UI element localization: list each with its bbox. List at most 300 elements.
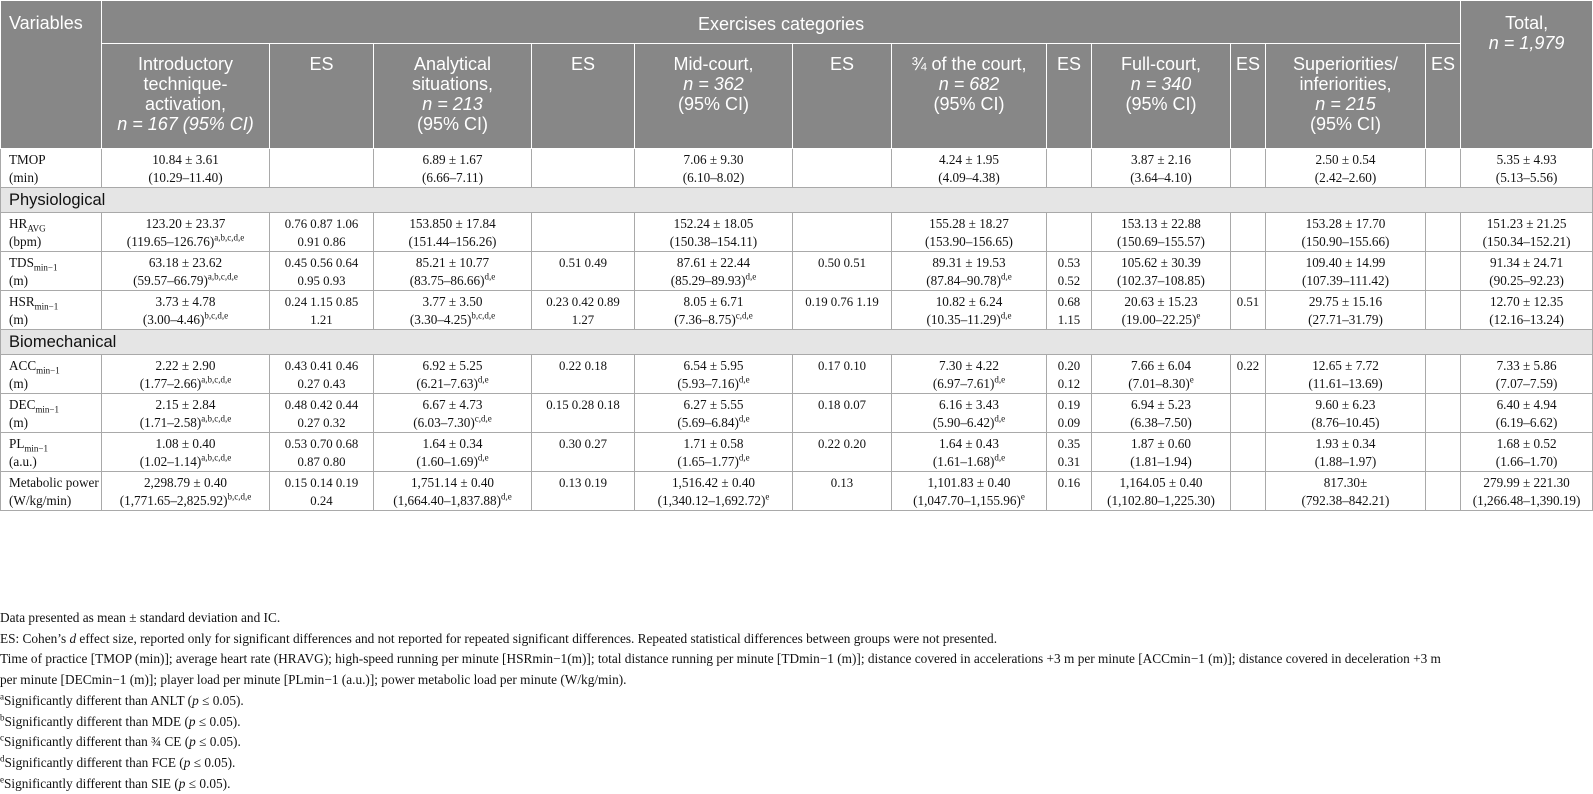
ci-line <box>1268 272 1423 290</box>
es-cell: 0.22 0.18 <box>532 355 635 394</box>
row-label <box>1 291 102 330</box>
ci-line <box>1094 414 1228 432</box>
ci-line <box>376 375 529 393</box>
es-header: ES <box>1047 44 1092 149</box>
category-name: Superiorities/ inferiorities, <box>1292 54 1399 94</box>
ci-line <box>376 272 529 290</box>
es-cell <box>1231 472 1266 511</box>
ci-line <box>376 453 529 471</box>
value-cell <box>1266 433 1426 472</box>
significance-note <box>0 691 1562 712</box>
label-subscript: min−1 <box>24 443 48 454</box>
ci-line <box>1094 311 1228 329</box>
mean-sd: 7.06 ± 9.30 <box>683 152 744 167</box>
row-label <box>1 252 102 291</box>
significance-marks: a,b,c,d,e <box>207 271 238 282</box>
row-unit: (m) <box>9 415 29 430</box>
ci-line <box>1268 453 1423 471</box>
row-label-name <box>9 293 99 311</box>
mean-sd: 63.18 ± 23.62 <box>148 255 223 270</box>
table-row-dec <box>1 394 1593 433</box>
es-cell: 0.30 0.27 <box>532 433 635 472</box>
mean-sd: 6.16 ± 3.43 <box>939 397 999 412</box>
mean-sd: 1.64 ± 0.34 <box>422 436 483 451</box>
mean-sd: 1.93 ± 0.34 <box>1315 436 1376 451</box>
significance-marks: b,c,d,e <box>204 310 229 321</box>
significance-marks: d,e <box>477 374 489 385</box>
table-row-pl <box>1 433 1593 472</box>
ci-value: (59.57–66.79) <box>133 273 208 288</box>
es-cell: 0.22 <box>1231 355 1266 394</box>
es-cell: 0.13 <box>793 472 892 511</box>
ci-line <box>637 414 790 432</box>
mean-sd: 6.54 ± 5.95 <box>683 358 744 373</box>
es-cell: 0.19 0.76 1.19 <box>793 291 892 330</box>
mean-sd: 155.28 ± 18.27 <box>929 216 1009 231</box>
mean-sd: 109.40 ± 14.99 <box>1305 255 1386 270</box>
value-cell <box>1461 149 1593 188</box>
significance-note <box>0 753 1562 774</box>
label-text: HR <box>9 216 28 231</box>
es-cell: 0.51 0.49 <box>532 252 635 291</box>
ci-value: (150.34–152.21) <box>1482 234 1571 249</box>
value-cell <box>892 252 1047 291</box>
value-cell <box>635 291 793 330</box>
total-label: Total, <box>1505 13 1549 33</box>
significance-marks: d,e <box>994 413 1006 424</box>
value-cell <box>1092 472 1231 511</box>
row-label <box>1 394 102 433</box>
es-header: ES <box>793 44 892 149</box>
es-cell: 0.22 0.20 <box>793 433 892 472</box>
note-mark: c <box>0 732 4 743</box>
ci-value: (3.64–4.10) <box>1130 170 1192 185</box>
ci-value: (1,771.65–2,825.92) <box>119 493 228 508</box>
ci-value: (7.36–8.75) <box>674 312 736 327</box>
category-ci: (95% CI) <box>416 114 488 134</box>
ci-value: (11.61–13.69) <box>1308 376 1383 391</box>
es-cell <box>1426 394 1461 433</box>
mean-sd: 151.23 ± 21.25 <box>1486 216 1567 231</box>
significance-marks: b,c,d,e <box>227 491 252 502</box>
row-unit: (min) <box>9 170 39 185</box>
row-unit: (m) <box>9 312 29 327</box>
value-cell <box>374 149 532 188</box>
es-cell: 0.68 1.15 <box>1047 291 1092 330</box>
mean-sd: 6.89 ± 1.67 <box>422 152 483 167</box>
mean-sd: 2.22 ± 2.90 <box>155 358 216 373</box>
ci-value: (6.03–7.30) <box>413 415 475 430</box>
es-cell <box>1231 433 1266 472</box>
mean-sd: 6.40 ± 4.94 <box>1496 397 1557 412</box>
note-p: p <box>183 754 191 770</box>
table-row-hr <box>1 213 1593 252</box>
label-text: HSR <box>9 294 35 309</box>
ci-line <box>637 233 790 251</box>
note-p: p <box>192 692 199 708</box>
ci-line <box>894 375 1044 393</box>
value-cell <box>635 394 793 433</box>
ci-value: (5.69–6.84) <box>677 415 739 430</box>
mean-sd: 10.82 ± 6.24 <box>935 294 1003 309</box>
ci-value: (1.66–1.70) <box>1495 454 1558 469</box>
significance-marks: a,b,c,d,e <box>201 452 232 463</box>
ci-line <box>1463 453 1590 471</box>
es-cell: 0.53 0.70 0.68 0.87 0.80 <box>270 433 374 472</box>
table-row-tds <box>1 252 1593 291</box>
ci-line <box>1463 492 1590 510</box>
es-cell <box>532 149 635 188</box>
ci-line <box>104 272 267 290</box>
mean-sd: 12.65 ± 7.72 <box>1312 358 1379 373</box>
category-header-5 <box>1092 44 1231 149</box>
mean-sd: 3.87 ± 2.16 <box>1131 152 1191 167</box>
ci-value: (1,340.12–1,692.72) <box>657 493 766 508</box>
value-cell <box>102 394 270 433</box>
row-unit: (m) <box>9 376 29 391</box>
total-header <box>1461 1 1593 149</box>
section-label: Physiological <box>1 188 1593 213</box>
mean-sd: 5.35 ± 4.93 <box>1496 152 1557 167</box>
value-cell <box>374 472 532 511</box>
es-header: ES <box>1231 44 1266 149</box>
ci-value: (1.61–1.68) <box>932 454 995 469</box>
ci-line <box>1094 492 1228 510</box>
mean-sd: 91.34 ± 24.71 <box>1489 255 1564 270</box>
ci-value: (1,266.48–1,390.19) <box>1472 493 1581 508</box>
ci-value: (10.29–11.40) <box>148 170 223 185</box>
significance-marks: d,e <box>994 452 1006 463</box>
value-cell <box>635 149 793 188</box>
ci-value: (1.81–1.94) <box>1130 454 1192 469</box>
ci-value: (85.29–89.93) <box>670 273 746 288</box>
note-text: Significantly different than SIE ( <box>4 775 179 791</box>
row-unit: (a.u.) <box>9 454 37 469</box>
table-row-mp <box>1 472 1593 511</box>
label-text: TDS <box>9 255 34 270</box>
ci-line <box>1094 233 1228 251</box>
mean-sd: 1.08 ± 0.40 <box>155 436 216 451</box>
value-cell <box>892 433 1047 472</box>
footnote-es-d: d <box>69 630 77 646</box>
es-cell <box>1231 213 1266 252</box>
mean-sd: 1.71 ± 0.58 <box>683 436 744 451</box>
significance-marks: d,e <box>738 413 750 424</box>
ci-line <box>1268 233 1423 251</box>
value-cell <box>374 291 532 330</box>
variables-header: Variables <box>1 1 102 149</box>
note-text: Significantly different than ANLT ( <box>4 692 193 708</box>
significance-note <box>0 774 1562 794</box>
es-cell <box>1426 433 1461 472</box>
ci-line <box>1094 272 1228 290</box>
ci-line <box>104 453 267 471</box>
significance-marks: e <box>1189 374 1194 385</box>
label-text: DEC <box>9 397 36 412</box>
value-cell <box>635 433 793 472</box>
mean-sd: 2.50 ± 0.54 <box>1315 152 1376 167</box>
ci-value: (102.37–108.85) <box>1117 273 1205 288</box>
ci-value: (153.90–156.65) <box>925 234 1013 249</box>
es-cell <box>1426 252 1461 291</box>
category-header-1 <box>102 44 270 149</box>
mean-sd: 8.05 ± 6.71 <box>683 294 744 309</box>
category-header-4 <box>892 44 1047 149</box>
footnote-data: Data presented as mean ± standard deviation and IC. <box>0 610 281 625</box>
significance-marks: d,e <box>738 374 750 385</box>
es-cell: 0.20 0.12 <box>1047 355 1092 394</box>
footnote-es-a: ES: Cohen’s <box>0 630 70 646</box>
ci-value: (87.84–90.78) <box>926 273 1001 288</box>
category-header-6 <box>1266 44 1426 149</box>
mean-sd: 1.64 ± 0.43 <box>939 436 999 451</box>
value-cell <box>635 252 793 291</box>
es-cell <box>1231 149 1266 188</box>
ci-line <box>894 414 1044 432</box>
value-cell <box>1461 291 1593 330</box>
mean-sd: 9.60 ± 6.23 <box>1315 397 1376 412</box>
significance-notes <box>0 691 1562 794</box>
ci-value: (5.90–6.42) <box>932 415 995 430</box>
ci-value: (6.97–7.61) <box>932 376 995 391</box>
ci-line <box>894 272 1044 290</box>
es-cell: 0.51 <box>1231 291 1266 330</box>
category-header-3 <box>635 44 793 149</box>
ci-value: (3.00–4.46) <box>142 312 205 327</box>
value-cell <box>1266 394 1426 433</box>
es-cell: 0.15 0.14 0.19 0.24 <box>270 472 374 511</box>
significance-marks: c,d,e <box>735 310 753 321</box>
ci-value: (8.76–10.45) <box>1311 415 1380 430</box>
ci-value: (7.01–8.30) <box>1128 376 1190 391</box>
mean-sd: 20.63 ± 15.23 <box>1124 294 1198 309</box>
category-n: n = 215 <box>1315 94 1376 114</box>
significance-note <box>0 712 1562 733</box>
ci-value: (6.66–7.11) <box>421 170 484 185</box>
significance-marks: a,b,c,d,e <box>201 413 232 424</box>
es-cell: 0.43 0.41 0.46 0.27 0.43 <box>270 355 374 394</box>
value-cell <box>1461 213 1593 252</box>
value-cell <box>1266 291 1426 330</box>
mean-sd: 1,101.83 ± 0.40 <box>927 475 1011 490</box>
table-body <box>1 149 1593 511</box>
ci-value: (1,047.70–1,155.96) <box>913 493 1021 508</box>
ci-value: (6.21–7.63) <box>416 376 478 391</box>
mean-sd: 1,516.42 ± 0.40 <box>671 475 756 490</box>
mean-sd: 152.24 ± 18.05 <box>673 216 754 231</box>
significance-marks: e <box>1196 310 1201 321</box>
mean-sd: 817.30± <box>1323 475 1368 490</box>
ci-value: (151.44–156.26) <box>408 234 497 249</box>
table-row-tmop <box>1 149 1593 188</box>
row-label-name <box>9 254 99 272</box>
mean-sd: 29.75 ± 15.16 <box>1308 294 1383 309</box>
ci-line <box>104 492 267 510</box>
row-label <box>1 433 102 472</box>
mean-sd: 6.27 ± 5.55 <box>683 397 744 412</box>
ci-line <box>1268 311 1423 329</box>
value-cell <box>374 355 532 394</box>
label-subscript: min−1 <box>35 404 59 415</box>
ci-line <box>1463 272 1590 290</box>
ci-line <box>104 375 267 393</box>
ci-line <box>1268 414 1423 432</box>
value-cell <box>1092 213 1231 252</box>
es-cell <box>270 149 374 188</box>
category-header-2 <box>374 44 532 149</box>
value-cell <box>1266 355 1426 394</box>
label-text: Metabolic power (W/kg/min) <box>9 475 99 508</box>
mean-sd: 6.67 ± 4.73 <box>422 397 483 412</box>
ci-line <box>1463 414 1590 432</box>
ci-value: (1.77–2.66) <box>139 376 202 391</box>
es-cell: 0.23 0.42 0.89 1.27 <box>532 291 635 330</box>
note-mark: e <box>0 774 4 785</box>
ci-value: (150.90–155.66) <box>1301 234 1390 249</box>
mean-sd: 4.24 ± 1.95 <box>939 152 999 167</box>
es-cell: 0.24 1.15 0.85 1.21 <box>270 291 374 330</box>
ci-line <box>894 311 1044 329</box>
value-cell <box>374 252 532 291</box>
value-cell <box>1092 433 1231 472</box>
mean-sd: 2.15 ± 2.84 <box>155 397 216 412</box>
es-cell: 0.17 0.10 <box>793 355 892 394</box>
table-row-hsr <box>1 291 1593 330</box>
ci-value: (5.93–7.16) <box>677 376 739 391</box>
label-subscript: AVG <box>27 223 46 234</box>
category-name: Introductory technique-activation, <box>137 54 234 114</box>
mean-sd: 6.94 ± 5.23 <box>1131 397 1191 412</box>
value-cell <box>635 472 793 511</box>
es-header: ES <box>532 44 635 149</box>
es-cell <box>1426 291 1461 330</box>
ci-value: (6.38–7.50) <box>1130 415 1192 430</box>
mean-sd: 279.99 ± 221.30 <box>1483 475 1570 490</box>
value-cell <box>892 394 1047 433</box>
ci-line <box>894 492 1044 510</box>
row-label <box>1 355 102 394</box>
significance-marks: d,e <box>500 491 512 502</box>
ci-line <box>376 233 529 251</box>
row-label-name <box>9 357 99 375</box>
ci-value: (27.71–31.79) <box>1308 312 1383 327</box>
ci-line <box>376 169 529 187</box>
ci-line <box>637 311 790 329</box>
label-subscript: min−1 <box>36 365 60 376</box>
ci-line <box>1463 233 1590 251</box>
row-label-name <box>9 215 99 233</box>
value-cell <box>102 252 270 291</box>
es-header: ES <box>270 44 374 149</box>
significance-marks: d,e <box>738 452 750 463</box>
significance-marks: a,b,c,d,e <box>201 374 232 385</box>
value-cell <box>102 472 270 511</box>
ci-value: (107.39–111.42) <box>1302 273 1389 288</box>
note-p: p <box>189 734 196 750</box>
table-row-acc <box>1 355 1593 394</box>
note-mark: a <box>0 691 4 702</box>
mean-sd: 3.73 ± 4.78 <box>155 294 216 309</box>
es-cell: 0.50 0.51 <box>793 252 892 291</box>
row-label <box>1 149 102 188</box>
ci-line <box>104 311 267 329</box>
mean-sd: 89.31 ± 19.53 <box>932 255 1006 270</box>
ci-line <box>637 453 790 471</box>
category-ci: (95% CI) <box>933 94 1005 114</box>
mean-sd: 12.70 ± 12.35 <box>1489 294 1564 309</box>
row-label <box>1 213 102 252</box>
ci-line <box>1463 169 1590 187</box>
mean-sd: 3.77 ± 3.50 <box>422 294 483 309</box>
es-cell <box>1231 394 1266 433</box>
ci-line <box>637 375 790 393</box>
mean-sd: 153.13 ± 22.88 <box>1121 216 1201 231</box>
footnotes <box>0 608 1562 794</box>
value-cell <box>374 433 532 472</box>
significance-note <box>0 732 1562 753</box>
category-n: n = 167 (95% CI) <box>117 114 254 134</box>
ci-line <box>376 492 529 510</box>
value-cell <box>1461 433 1593 472</box>
significance-marks: c,d,e <box>474 413 492 424</box>
note-rest: ≤ 0.05). <box>185 775 231 791</box>
es-cell: 0.18 0.07 <box>793 394 892 433</box>
ci-value: (2.42–2.60) <box>1314 170 1377 185</box>
value-cell <box>1266 252 1426 291</box>
es-cell: 0.48 0.42 0.44 0.27 0.32 <box>270 394 374 433</box>
significance-marks: a,b,c,d,e <box>214 232 245 243</box>
value-cell <box>1461 472 1593 511</box>
value-cell <box>374 394 532 433</box>
value-cell <box>892 213 1047 252</box>
value-cell <box>1461 355 1593 394</box>
category-n: n = 682 <box>938 74 1000 94</box>
es-cell: 0.53 0.52 <box>1047 252 1092 291</box>
total-n: n = 1,979 <box>1488 33 1565 53</box>
category-name: Full-court, <box>1120 54 1201 74</box>
ci-value: (150.38–154.11) <box>669 234 758 249</box>
ci-line <box>376 311 529 329</box>
mean-sd: 1.87 ± 0.60 <box>1131 436 1191 451</box>
ci-value: (1.88–1.97) <box>1314 454 1377 469</box>
value-cell <box>635 355 793 394</box>
ci-line <box>1094 453 1228 471</box>
es-cell: 0.19 0.09 <box>1047 394 1092 433</box>
ci-value: (12.16–13.24) <box>1489 312 1564 327</box>
ci-value: (119.65–126.76) <box>126 234 215 249</box>
ci-line <box>376 414 529 432</box>
note-p: p <box>178 775 186 791</box>
ci-line <box>1268 169 1423 187</box>
ci-value: (6.10–8.02) <box>682 170 745 185</box>
es-cell: 0.13 0.19 <box>532 472 635 511</box>
value-cell <box>1266 213 1426 252</box>
row-label-name <box>9 474 99 510</box>
ci-value: (7.07–7.59) <box>1495 376 1558 391</box>
mean-sd: 153.850 ± 17.84 <box>409 216 496 231</box>
mean-sd: 2,298.79 ± 0.40 <box>143 475 228 490</box>
mean-sd: 87.61 ± 22.44 <box>676 255 751 270</box>
value-cell <box>102 213 270 252</box>
note-rest: ≤ 0.05). <box>190 754 236 770</box>
value-cell <box>102 291 270 330</box>
value-cell <box>102 149 270 188</box>
exercise-categories-header: Exercises categories <box>102 1 1461 44</box>
ci-value: (1.02–1.14) <box>139 454 202 469</box>
ci-line <box>1094 375 1228 393</box>
ci-value: (1,102.80–1,225.30) <box>1107 493 1215 508</box>
value-cell <box>1092 149 1231 188</box>
